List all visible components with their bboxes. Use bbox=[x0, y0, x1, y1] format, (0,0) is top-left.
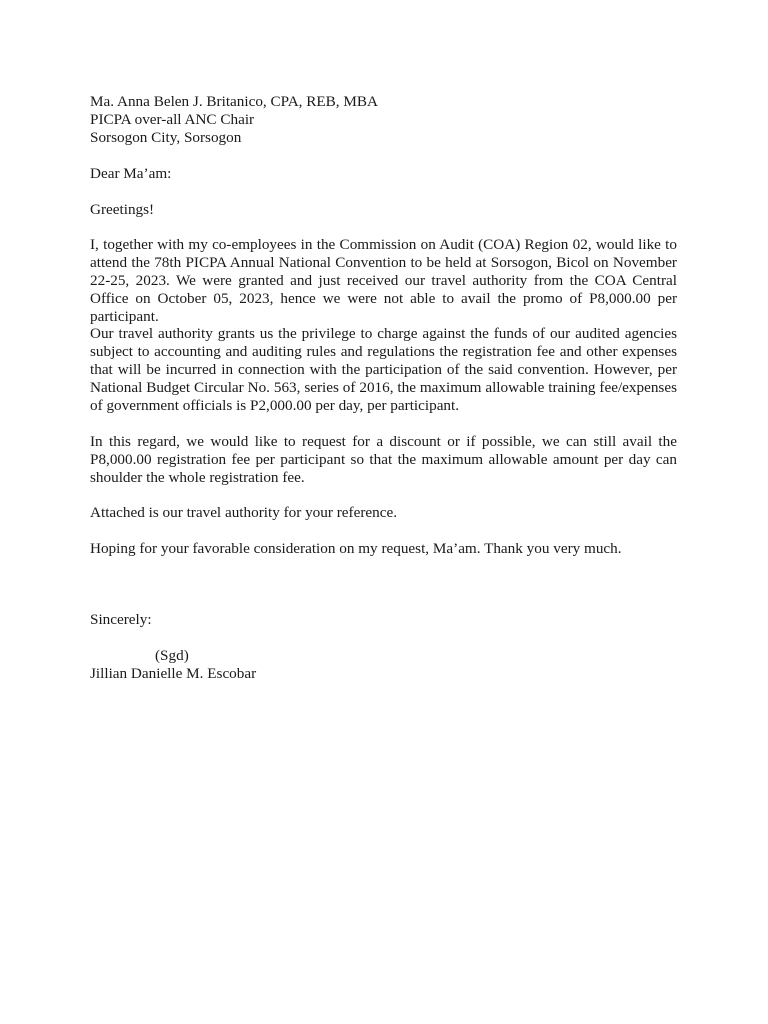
body-paragraph: Hoping for your favorable consideration on my request, Ma’am. Thank you very much. bbox=[90, 540, 622, 557]
recipient-address: Sorsogon City, Sorsogon bbox=[90, 129, 242, 146]
body-paragraph: Attached is our travel authority for your reference. bbox=[90, 504, 397, 521]
greeting: Greetings! bbox=[90, 201, 155, 218]
body-paragraph: I, together with my co-employees in the Commission on Audit (COA) Region 02, would like to attend the 78th PICPA Annual National Convention to be held at Sorsogon, Bicol on November 22-25, 2023. We were granted and just received our travel authority from the COA Central Office on October 05, 2023, hence we were not able to avail the promo of P8,000.00 per participant. bbox=[90, 236, 677, 325]
closing: Sincerely: bbox=[90, 611, 152, 628]
signatory-name: Jillian Danielle M. Escobar bbox=[90, 665, 257, 682]
body-paragraph: In this regard, we would like to request for a discount or if possible, we can still avail the P8,000.00 registration fee per participant so that the maximum allowable amount per day can shoulder the whole registration fee. bbox=[90, 433, 677, 486]
salutation: Dear Ma’am: bbox=[90, 165, 172, 182]
recipient-name: Ma. Anna Belen J. Britanico, CPA, REB, MBA bbox=[90, 93, 379, 110]
body-paragraph: Our travel authority grants us the privilege to charge against the funds of our audited agencies subject to accounting and auditing rules and regulations the registration fee and other expenses that will be incurred in connection with the participation of the said convention. However, per National Budget Circular No. 563, series of 2016, the maximum allowable training fee/expenses of government officials is P2,000.00 per day, per participant. bbox=[90, 325, 677, 414]
recipient-title: PICPA over-all ANC Chair bbox=[90, 111, 255, 128]
signature-mark: (Sgd) bbox=[155, 647, 189, 664]
recipient-block bbox=[90, 93, 677, 147]
